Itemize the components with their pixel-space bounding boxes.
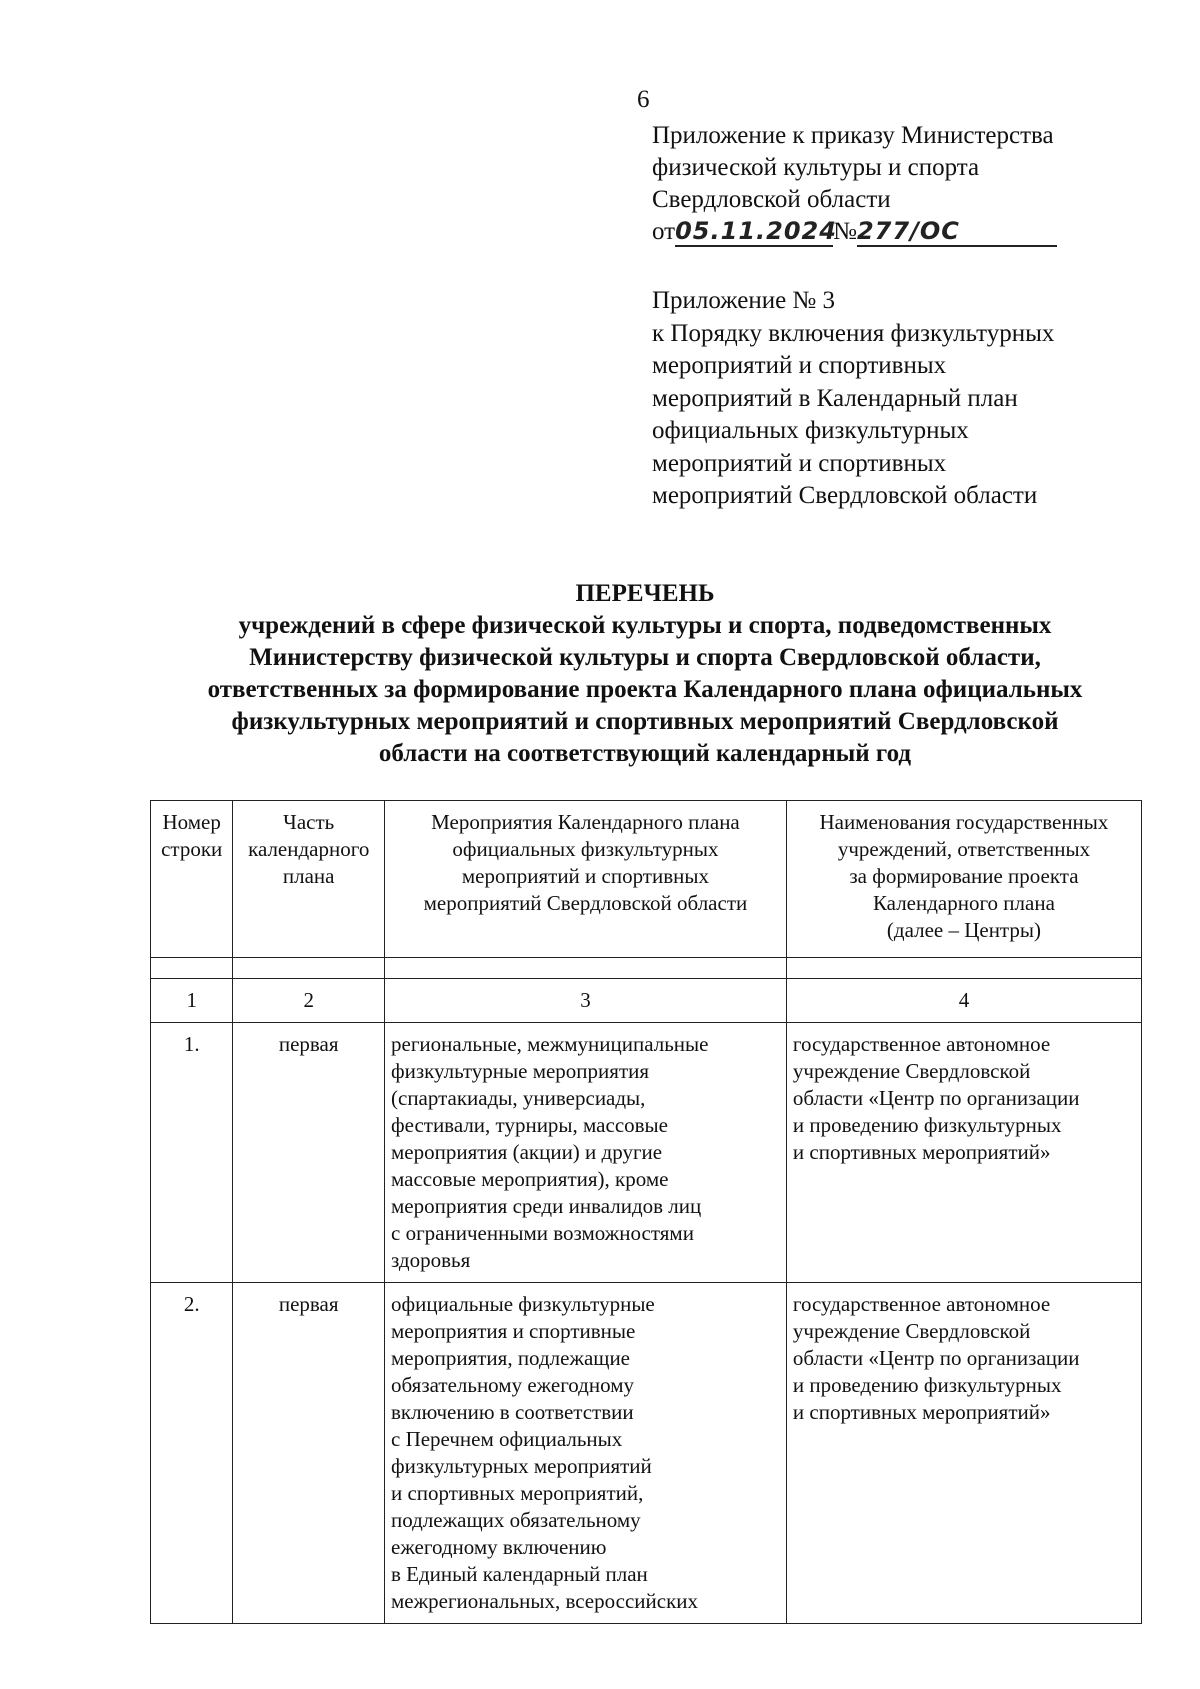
column-number-row [151, 979, 1142, 1023]
center-cell [786, 1023, 1141, 1283]
events-cell [385, 1283, 787, 1624]
table-row [151, 1023, 1142, 1283]
events-line: мероприятия (акции) и другие [391, 1140, 663, 1164]
header-line: мероприятий и спортивных [461, 864, 709, 888]
title-line: области на соответствующий календарный год [378, 740, 912, 767]
events-line: в Единый календарный план [391, 1562, 648, 1586]
appendix-line: к Порядку включения физкультурных [652, 319, 1055, 347]
column-number: 2 [233, 979, 385, 1023]
title-line: ответственных за формирование проекта Календарного плана официальных [207, 676, 1083, 703]
appendix-line: мероприятий Свердловской области [652, 482, 1038, 509]
header-line: календарного [248, 837, 370, 861]
center-cell [786, 1283, 1141, 1624]
center-line: и проведению физкультурных [792, 1113, 1062, 1137]
separator-cell [233, 958, 385, 979]
center-line: и спортивных мероприятий» [792, 1140, 1051, 1164]
center-line: учреждение Свердловской [792, 1059, 1031, 1083]
column-number: 4 [786, 979, 1141, 1023]
events-line: (спартакиады, универсиады, [391, 1086, 646, 1110]
events-line: официальные физкультурные [391, 1292, 655, 1316]
order-date-slot [675, 217, 837, 247]
header-line: Номер [162, 810, 221, 834]
order-date-number-line [652, 216, 1122, 250]
header-line: Мероприятия Календарного плана [431, 810, 740, 834]
approval-line: Приложение к приказу Министерства [652, 122, 1054, 149]
events-line: обязательному ежегодному [391, 1373, 634, 1397]
title-line: Министерству физической культуры и спорта Свердловской области, [249, 644, 1041, 671]
header-line: Наименования государственных [819, 810, 1109, 834]
events-line: физкультурных мероприятий [391, 1454, 652, 1478]
separator-cell [786, 958, 1141, 979]
title-line: физкультурных мероприятий и спортивных мероприятий Свердловской [231, 708, 1059, 735]
number-prefix: № [833, 218, 857, 245]
appendix-line: официальных физкультурных [652, 417, 969, 444]
events-line: здоровья [391, 1248, 471, 1272]
header-line: за формирование проекта [849, 864, 1079, 888]
appendix-line: мероприятий и спортивных [652, 352, 947, 379]
events-line: с Перечнем официальных [391, 1427, 623, 1451]
events-line: включению в соответствии [391, 1400, 634, 1424]
header-line: плана [282, 864, 335, 888]
plan-part: первая [233, 1023, 385, 1283]
approval-line: физической культуры и спорта [652, 154, 980, 181]
events-line: мероприятия среди инвалидов лиц [391, 1194, 702, 1218]
header-cell-row-number [151, 801, 233, 958]
events-line: мероприятия и спортивные [391, 1319, 636, 1343]
appendix-line: мероприятий в Календарный план [652, 384, 1018, 412]
page-number: 6 [637, 86, 650, 113]
events-line: массовые мероприятия), кроме [391, 1167, 669, 1191]
events-line: с ограниченными возможностями [391, 1221, 694, 1245]
institutions-table [150, 800, 1142, 1624]
separator-cell [151, 958, 233, 979]
center-line: и проведению физкультурных [792, 1373, 1062, 1397]
header-cell-institutions [786, 801, 1141, 958]
row-number: 2. [151, 1283, 233, 1624]
center-line: и спортивных мероприятий» [792, 1400, 1051, 1424]
events-line: физкультурные мероприятия [391, 1059, 650, 1083]
plan-part: первая [233, 1283, 385, 1624]
events-line: мероприятия, подлежащие [391, 1346, 630, 1370]
appendix-line: Приложение № 3 [652, 287, 836, 314]
separator-cell [385, 958, 787, 979]
order-date-handwritten: 05.11.2024 [675, 217, 837, 245]
header-line: мероприятий Свердловской области [423, 891, 748, 915]
title-line: ПЕРЕЧЕНЬ [575, 580, 715, 607]
header-line: учреждений, ответственных [837, 837, 1091, 861]
document-title [140, 578, 1150, 770]
order-number-handwritten: 277/ОС [856, 217, 960, 245]
events-line: подлежащих обязательному [391, 1508, 641, 1532]
approval-block [652, 120, 1122, 250]
header-line: (далее – Центры) [886, 918, 1041, 942]
header-line: строки [161, 837, 223, 861]
appendix-line: мероприятий и спортивных [652, 449, 947, 477]
center-line: государственное автономное [792, 1032, 1051, 1056]
header-line: Календарного плана [872, 891, 1055, 915]
column-number: 3 [385, 979, 787, 1023]
center-line: области «Центр по организации [792, 1346, 1080, 1370]
appendix-block [652, 285, 1122, 513]
approval-line: Свердловской области [652, 186, 891, 213]
table-row [151, 1283, 1142, 1624]
events-line: фестивали, турниры, массовые [391, 1113, 668, 1137]
order-number-slot [857, 218, 1057, 247]
center-line: государственное автономное [792, 1292, 1051, 1316]
header-cell-plan-part [233, 801, 385, 958]
events-line: региональные, межмуниципальные [391, 1032, 709, 1056]
column-number: 1 [151, 979, 233, 1023]
center-line: области «Центр по организации [792, 1086, 1080, 1110]
events-line: ежегодному включению [391, 1535, 607, 1559]
header-separator [151, 958, 1142, 979]
date-prefix: от [652, 218, 676, 245]
header-cell-events [385, 801, 787, 958]
events-line: и спортивных мероприятий, [391, 1481, 644, 1505]
title-line: учреждений в сфере физической культуры и спорта, подведомственных [238, 612, 1052, 639]
events-line: межрегиональных, всероссийских [391, 1589, 699, 1613]
table-header-row [151, 801, 1142, 958]
header-line: официальных физкультурных [452, 837, 719, 861]
center-line: учреждение Свердловской [792, 1319, 1031, 1343]
events-cell [385, 1023, 787, 1283]
header-line: Часть [283, 810, 335, 834]
row-number: 1. [151, 1023, 233, 1283]
